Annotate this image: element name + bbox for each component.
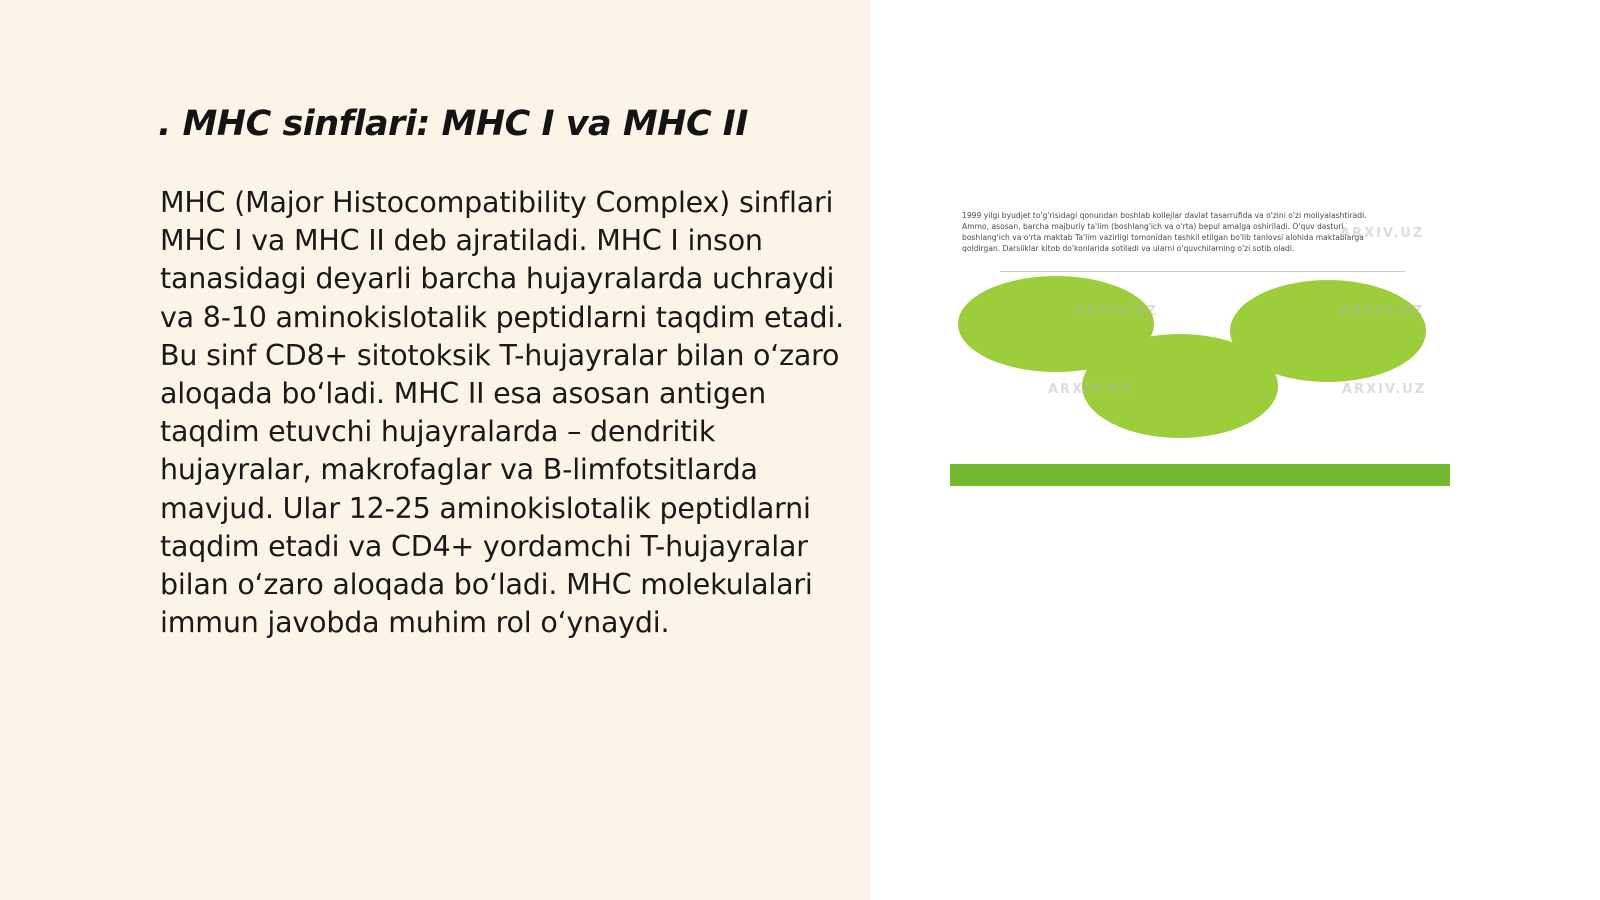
- slide-body-text: MHC (Major Histocompatibility Complex) sinflari MHC I va MHC II deb ajratiladi. MHC I inson tanasidagi deyarli barcha hujayralarda uchraydi va 8-10 aminokislotalik peptidlarni taqdim etadi. Bu sinf CD8+ sitotoksik T-hujayralar bilan o‘zaro aloqada bo‘ladi. MHC II esa asosan antigen taqdim etuvchi hujayralarda – dendritik hujayralar, makrofaglar va B-limfotsitlarda mavjud. Ular 12-25 aminokislotalik peptidlarni taqdim etadi va CD4+ yordamchi T-hujayralar bilan o‘zaro aloqada bo‘ladi. MHC molekulalari immun javobda muhim rol o‘ynaydi.: [160, 186, 844, 640]
- embedded-divider: [1000, 271, 1405, 272]
- embedded-paragraph: 1999 yilgi byudjet to'g'risidagi qonundan boshlab kollejlar davlat tasarrufida va o'zini o'zi moliyalashtiradi. Ammo, asosan, barcha majburiy ta'lim (boshlang'ich va o'rta) bepul amalga oshiriladi. O'quv dasturi boshlang'ich va o'rta maktab Ta'lim vazirligi tomonidan tashkil etilgan bo'lib tanlovsi alohida maktablarga qoldirgan. Darsliklar kitob do'konlarida sotiladi va ularni o'quvchilarning o'zi sotib oladi.: [962, 211, 1367, 253]
- green-footer-bar: [950, 464, 1450, 486]
- watermark: ARXIV.UZ: [1048, 382, 1133, 397]
- embedded-diagram-image: [948, 206, 1452, 486]
- watermark: ARXIV.UZ: [1074, 304, 1159, 319]
- slide-title: . MHC sinflari: MHC I va MHC II: [158, 104, 748, 144]
- watermark: ARXIV.UZ: [1340, 304, 1425, 319]
- watermark: ARXIV.UZ: [1342, 382, 1427, 397]
- watermark: ARXIV.UZ: [1340, 226, 1425, 241]
